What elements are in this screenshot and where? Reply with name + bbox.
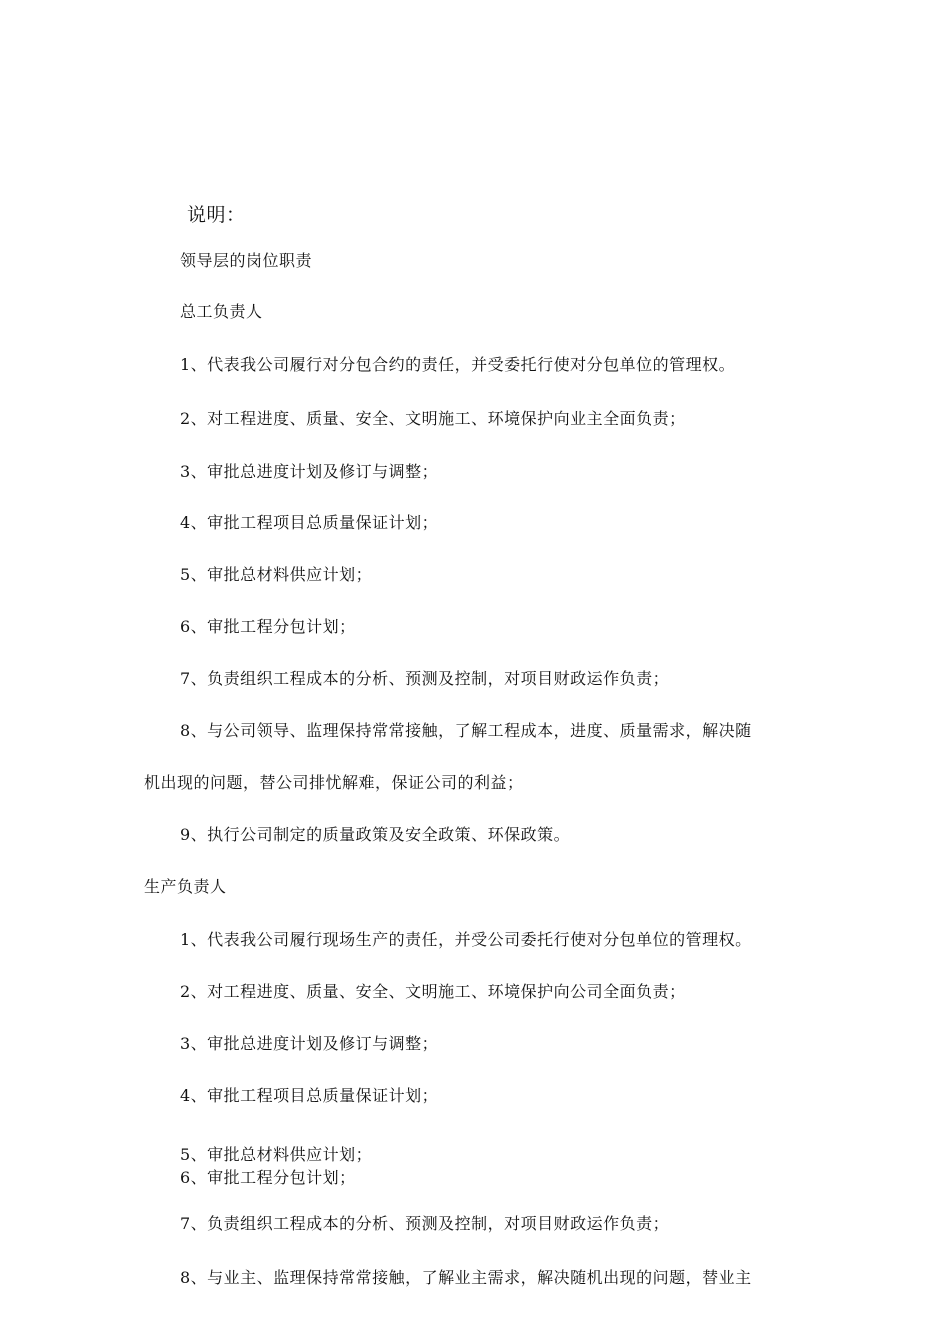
list-item: 4、审批工程项目总质量保证计划；	[180, 513, 439, 532]
list-item: 8、与业主、监理保持常常接触，了解业主需求，解决随机出现的问题，替业主	[180, 1268, 752, 1287]
list-item: 3、审批总进度计划及修订与调整；	[180, 1034, 439, 1053]
list-item: 1、代表我公司履行现场生产的责任，并受公司委托行使对分包单位的管理权。	[180, 930, 752, 949]
list-item-continuation: 机出现的问题，替公司排忧解难，保证公司的利益；	[144, 773, 524, 792]
list-item: 4、审批工程项目总质量保证计划；	[180, 1086, 439, 1105]
list-item: 3、审批总进度计划及修订与调整；	[180, 462, 439, 481]
document-title: 说明：	[187, 204, 246, 226]
list-item: 6、审批工程分包计划；	[180, 617, 356, 636]
list-item: 5、审批总材料供应计划；	[180, 1145, 373, 1164]
chief-engineer-heading: 总工负责人	[180, 302, 263, 321]
list-item: 7、负责组织工程成本的分析、预测及控制，对项目财政运作负责；	[180, 1214, 670, 1233]
list-item: 6、审批工程分包计划；	[180, 1168, 356, 1187]
list-item: 7、负责组织工程成本的分析、预测及控制，对项目财政运作负责；	[180, 669, 670, 688]
list-item: 2、对工程进度、质量、安全、文明施工、环境保护向公司全面负责；	[180, 982, 686, 1001]
list-item: 2、对工程进度、质量、安全、文明施工、环境保护向业主全面负责；	[180, 409, 686, 428]
section-heading: 领导层的岗位职责	[180, 251, 313, 270]
list-item: 5、审批总材料供应计划；	[180, 565, 373, 584]
list-item: 9、执行公司制定的质量政策及安全政策、环保政策。	[180, 825, 571, 844]
list-item: 1、代表我公司履行对分包合约的责任，并受委托行使对分包单位的管理权。	[180, 355, 736, 374]
list-item: 8、与公司领导、监理保持常常接触，了解工程成本，进度、质量需求，解决随	[180, 721, 752, 740]
production-manager-heading: 生产负责人	[144, 877, 227, 896]
